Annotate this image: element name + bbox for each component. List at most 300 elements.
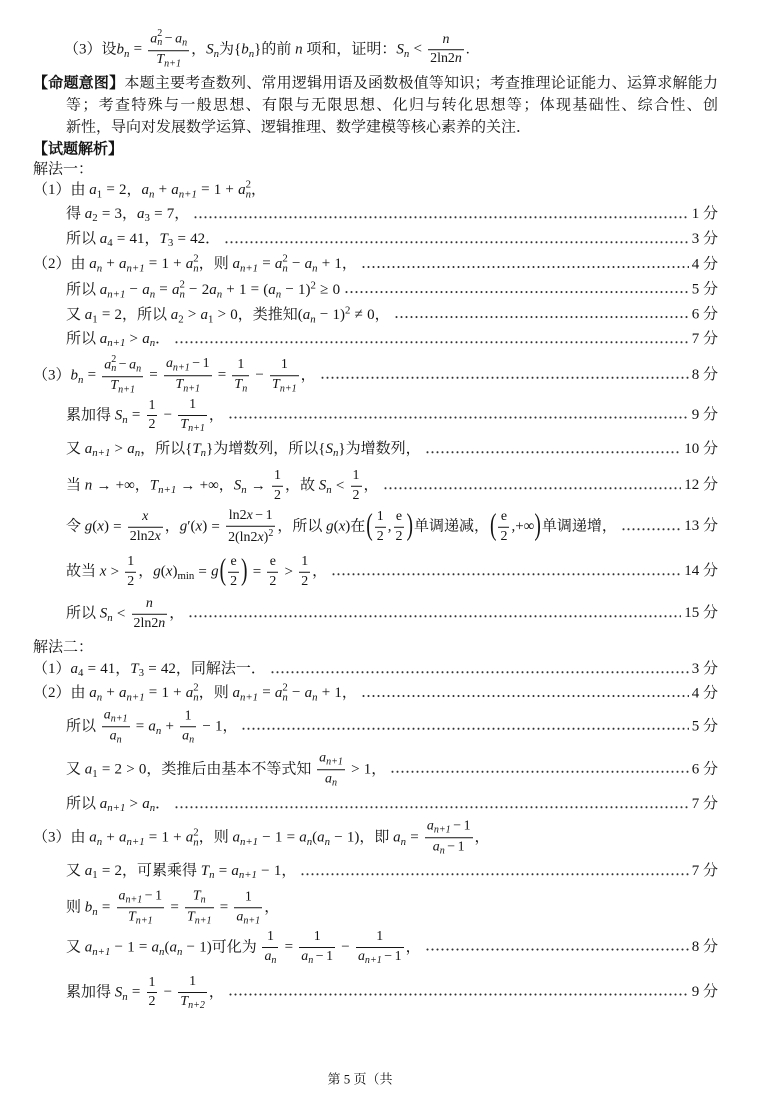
parenthesized-group [490, 509, 541, 545]
solution-line [66, 205, 718, 225]
subscript: n [200, 447, 207, 460]
fraction-numerator [164, 356, 212, 376]
superscript: 2 [193, 252, 199, 265]
subscript: n+1 [126, 262, 145, 275]
fraction-numerator [226, 508, 275, 527]
solution-line [33, 160, 93, 180]
dot-leader [361, 265, 689, 268]
math-variable: a [357, 948, 365, 964]
subscript: n+1 [239, 835, 259, 848]
text-run: 1 [266, 929, 274, 945]
math-variable: a [89, 829, 97, 846]
left-parenthesis: ( [219, 555, 227, 588]
math-variable: a [141, 181, 150, 198]
solution-line [66, 468, 718, 504]
fraction [262, 929, 278, 967]
subscript: 4 [78, 667, 84, 680]
text-run: ， [169, 605, 185, 622]
math-variable: a [301, 948, 309, 964]
text-run: 41， [129, 230, 160, 247]
line-content [66, 96, 718, 116]
math-variable: a [393, 829, 401, 846]
text-run: 累加得 [66, 984, 115, 1001]
math-operator: + [158, 181, 168, 198]
dot-leader [390, 771, 688, 774]
subscript: n [400, 835, 407, 848]
math-variable: a [142, 330, 150, 347]
math-operator: = [170, 899, 179, 916]
solution-line [66, 397, 718, 435]
math-operator: < [116, 605, 126, 622]
math-variable: a [165, 356, 173, 372]
math-operator: = [154, 205, 163, 222]
text-run: 单调递减， [413, 518, 489, 535]
math-operator: = [148, 255, 158, 272]
text-run: }为增数列，所以{ [206, 440, 326, 457]
math-operator: − [164, 31, 173, 47]
solution-line [33, 818, 490, 858]
math-variable: T [149, 477, 159, 494]
solution-line [66, 750, 718, 790]
fraction [375, 509, 386, 545]
text-run: ( [160, 563, 166, 580]
math-operator: > [129, 330, 139, 347]
line-content [33, 178, 266, 202]
parenthesized-group [366, 509, 413, 545]
math-operator: + [106, 829, 115, 846]
text-run: 1 [352, 467, 360, 483]
fraction-denominator [117, 909, 165, 928]
fraction [226, 508, 275, 546]
text-run: }的前 [254, 41, 296, 58]
text-run: ． [155, 795, 171, 812]
text-run: 2 [114, 761, 123, 778]
math-operator: + [226, 281, 235, 298]
sub-superscript [157, 29, 162, 47]
text-run: 1 [184, 708, 192, 724]
fraction [356, 929, 404, 967]
math-variable: a [268, 281, 276, 298]
dot-leader [228, 416, 689, 419]
math-operator: = [250, 281, 260, 298]
text-run: 1 [274, 829, 283, 846]
text-run: 1 [301, 553, 309, 569]
text-run: （1） [33, 660, 71, 677]
fraction [102, 707, 130, 747]
text-run: ， [250, 181, 266, 198]
math-operator: → [96, 477, 112, 494]
math-variable: a [426, 818, 434, 834]
solution-line [33, 74, 718, 94]
subscript: n [282, 262, 288, 275]
fraction-numerator [117, 888, 165, 908]
fraction [228, 554, 239, 590]
text-run: 1 [155, 888, 163, 904]
text-run: 本题主要考查数列、常用逻辑用语及函数极值等知识；考查推理论证能力、运算求解能力 [124, 75, 718, 92]
math-operator: − [341, 939, 350, 956]
text-run: ， [208, 984, 224, 1001]
math-operator: − [163, 984, 173, 1001]
text-run: 3， [114, 205, 138, 222]
subscript: n [275, 288, 282, 301]
math-variable: a [317, 829, 325, 846]
math-operator: = [131, 407, 141, 424]
math-operator: = [138, 939, 148, 956]
math-operator: − [447, 839, 456, 855]
subscript: n [189, 733, 195, 745]
math-variable: a [70, 660, 79, 677]
text-run: 1， [334, 255, 357, 272]
fraction-denominator [267, 573, 278, 591]
math-variable: b [84, 899, 93, 916]
text-run: 0 [332, 281, 341, 298]
math-operator: + [106, 684, 115, 701]
fraction-denominator [125, 573, 136, 591]
text-run: ) [263, 529, 269, 545]
fraction-denominator [148, 52, 189, 71]
text-run: e [395, 508, 403, 524]
text-run: ， [164, 518, 180, 535]
fraction-numerator [185, 888, 214, 908]
math-variable: a [304, 255, 313, 272]
dot-leader [425, 948, 689, 951]
subscript: n+1 [326, 756, 343, 768]
score-points: 1 分 [691, 206, 718, 223]
solution-line [33, 140, 123, 160]
text-run: e [269, 553, 276, 569]
subscript: n [155, 724, 162, 737]
math-variable: a [238, 181, 246, 198]
text-run: ， [191, 41, 207, 58]
math-operator: + [106, 255, 115, 272]
subscript: n [149, 188, 155, 201]
fraction-numerator [102, 707, 130, 727]
math-variable: T [200, 862, 210, 879]
math-variable: a [142, 795, 150, 812]
text-run: （3）由 [33, 829, 90, 846]
subscript: n+1 [107, 802, 126, 815]
subscript: n [331, 777, 337, 789]
math-variable: a [84, 939, 93, 956]
math-operator: = [201, 181, 210, 198]
math-operator: > [217, 306, 227, 323]
solution-line [66, 508, 718, 546]
math-operator: − [255, 507, 264, 523]
dot-leader [270, 670, 689, 673]
superscript: 2 [345, 304, 351, 317]
score-points: 4 分 [691, 256, 718, 273]
solution-line [33, 252, 718, 276]
math-operator: = [87, 367, 97, 384]
math-operator: = [159, 281, 168, 298]
superscript: 2 [193, 681, 199, 694]
solution-line [66, 862, 718, 882]
solution-line [66, 304, 718, 327]
score-points: 9 分 [691, 984, 718, 1001]
math-operator: − [315, 948, 324, 964]
text-run: 1 [463, 818, 471, 834]
math-operator: = [262, 684, 271, 701]
math-variable: a [299, 829, 307, 846]
right-parenthesis: ) [241, 555, 248, 588]
subscript: n [149, 802, 156, 815]
subscript: n [324, 835, 331, 848]
text-run: ，则 [198, 829, 233, 846]
text-run: ( [92, 518, 98, 535]
parenthesis-content [226, 554, 241, 590]
fraction-denominator [270, 376, 299, 395]
solution-line [66, 330, 718, 350]
fraction-numerator [178, 397, 207, 416]
subscript: n [124, 47, 130, 60]
math-variable: a [103, 707, 111, 723]
dot-leader [241, 728, 688, 731]
right-parenthesis: ) [534, 510, 541, 543]
math-operator: = [218, 862, 228, 879]
text-run: （3）设 [64, 41, 117, 58]
fraction [351, 468, 362, 504]
subscript: n+1 [279, 382, 297, 394]
fraction-numerator [132, 596, 168, 615]
math-operator: − [202, 718, 211, 735]
subscript: n [92, 905, 98, 918]
score-points: 4 分 [691, 685, 718, 702]
fraction [498, 509, 509, 545]
math-operator: ≠ [354, 306, 363, 323]
subscript: n+1 [239, 262, 259, 275]
score-points: 8 分 [691, 939, 718, 956]
subscript: 1 [92, 767, 98, 780]
fraction [267, 554, 278, 590]
fraction [185, 888, 214, 928]
fraction-numerator [178, 974, 207, 993]
solution-line [66, 929, 718, 967]
subscript: n+1 [125, 894, 143, 906]
math-operator: < [335, 477, 345, 494]
math-variable: g [153, 563, 161, 580]
text-run: ) [202, 518, 208, 535]
text-run: 2， [119, 181, 142, 198]
fraction-numerator [299, 929, 335, 948]
math-operator: = [101, 761, 111, 778]
math-variable: a [231, 862, 239, 879]
subscript: n+1 [178, 188, 197, 201]
solution-line [66, 96, 718, 116]
text-run: 2 [376, 528, 384, 544]
subscript: n [308, 954, 314, 966]
math-operator: > [126, 761, 135, 778]
subscript: n+1 [118, 384, 135, 396]
math-variable: a [89, 181, 97, 198]
math-variable: x [154, 528, 161, 544]
text-run: )在 [345, 518, 366, 535]
math-variable: a [84, 205, 93, 222]
math-variable: a [185, 684, 194, 701]
math-variable: a [127, 440, 135, 457]
math-variable: T [156, 52, 165, 68]
math-variable: a [84, 862, 93, 879]
fraction-numerator [148, 29, 189, 51]
math-variable: b [70, 367, 79, 384]
subscript: n+1 [239, 691, 259, 704]
sub-superscript [111, 355, 116, 373]
solution-line [33, 681, 718, 705]
text-run: ， [474, 829, 490, 846]
fraction [234, 889, 262, 927]
math-operator: = [106, 181, 115, 198]
math-variable: a [129, 357, 137, 373]
line-content [66, 862, 296, 882]
fraction-numerator [272, 468, 283, 487]
math-operator: = [211, 518, 220, 535]
text-run: 1 [265, 507, 273, 523]
line-content [66, 929, 421, 967]
solution-line [66, 230, 718, 250]
math-operator: > [114, 440, 124, 457]
fraction-denominator [128, 527, 163, 545]
text-run: ( [164, 939, 170, 956]
subscript: n+1 [243, 914, 261, 926]
math-variable: a [119, 255, 127, 272]
math-operator: → [180, 477, 196, 494]
fraction [102, 355, 143, 397]
line-content [33, 660, 266, 680]
fraction-denominator [164, 377, 212, 396]
math-variable: a [137, 205, 145, 222]
text-run: 1 [237, 357, 245, 373]
dot-leader [331, 573, 681, 576]
text-run: 1 [148, 974, 156, 990]
math-operator: = [116, 230, 126, 247]
fraction-denominator [375, 527, 386, 545]
subscript: n [96, 835, 103, 848]
solution-line [66, 118, 531, 138]
subscript: n [213, 47, 220, 60]
math-variable: n [442, 31, 450, 47]
fraction [299, 929, 335, 967]
subscript: 3 [144, 212, 150, 225]
math-operator: + [225, 181, 234, 198]
text-run: 项和，证明： [302, 41, 397, 58]
text-run: 2 [269, 573, 277, 589]
math-variable: n [295, 41, 303, 58]
score-points: 12 分 [684, 477, 718, 494]
superscript: 2 [157, 28, 163, 40]
math-variable: a [319, 750, 327, 766]
math-variable: a [185, 255, 194, 272]
line-content [33, 681, 357, 705]
math-variable: a [170, 306, 179, 323]
text-run: 新性，导向对发展数学运算、逻辑推理、数学建模等核心素养的关注． [66, 119, 532, 136]
fraction-numerator [351, 468, 362, 487]
math-variable: a [302, 306, 311, 323]
math-operator: > [351, 761, 360, 778]
text-run: 1， [273, 862, 297, 879]
subscript: n+1 [126, 835, 145, 848]
text-run: 2ln2 [133, 615, 159, 631]
line-content [66, 440, 421, 460]
math-variable: a [200, 306, 209, 323]
math-variable: a [232, 684, 240, 701]
superscript: 2 [282, 681, 288, 694]
text-run: 1 [326, 948, 334, 964]
subscript: n [193, 835, 199, 848]
math-variable: a [104, 357, 112, 373]
text-run: ． [155, 330, 171, 347]
subscript: n [134, 447, 141, 460]
text-run: 2，可累乘得 [114, 862, 201, 879]
math-variable: a [119, 829, 127, 846]
dot-leader [361, 694, 689, 697]
text-run: 为{ [219, 41, 242, 58]
fraction [128, 509, 163, 545]
fraction-numerator [147, 398, 158, 417]
text-run: }为增数列， [338, 440, 421, 457]
line-content [66, 795, 170, 815]
score-points: 13 分 [684, 518, 718, 535]
text-run: 又 [66, 862, 85, 879]
solution-line [33, 355, 718, 397]
text-run: ， [405, 939, 421, 956]
subscript: n [176, 945, 183, 958]
math-operator: = [148, 829, 158, 846]
math-operator: = [198, 563, 207, 580]
text-run: ， [208, 407, 224, 424]
fraction-denominator [102, 728, 130, 747]
math-variable: a [169, 939, 177, 956]
fraction-numerator [375, 509, 386, 528]
subscript: n [122, 990, 128, 1003]
solution-line [66, 974, 718, 1012]
subscript: 1 [92, 869, 98, 882]
fraction [425, 818, 473, 858]
math-operator: − [334, 829, 343, 846]
score-points: 5 分 [691, 281, 718, 298]
subscript: n [282, 691, 288, 704]
score-points: 6 分 [691, 306, 718, 323]
subscript: n+1 [433, 824, 451, 836]
text-run: 解法一： [33, 161, 94, 178]
line-content [66, 230, 220, 250]
math-operator: − [255, 367, 264, 384]
math-operator: − [118, 357, 127, 373]
text-run: 2 [352, 487, 360, 503]
text-run: ，则 [198, 255, 233, 272]
text-run: 所以 [66, 605, 100, 622]
text-run: 等；考查特殊与一般思想、有限与无限思想、化归与转化思想等；体现基础性、综合性、创 [66, 97, 718, 114]
solution-line [66, 554, 718, 590]
math-operator: + [173, 829, 182, 846]
subscript: n [96, 262, 103, 275]
text-run: 1)可化为 [199, 939, 261, 956]
text-run: 42． [190, 230, 221, 247]
fraction-numerator [270, 357, 299, 376]
subscript: 3 [138, 667, 145, 680]
score-points: 3 分 [691, 231, 718, 248]
math-variable: T [180, 416, 189, 432]
math-variable: T [234, 376, 243, 392]
text-run: 1 [274, 467, 282, 483]
text-run: 累加得 [66, 407, 115, 424]
math-operator: − [285, 281, 294, 298]
text-run: e [500, 508, 508, 524]
line-content [66, 118, 531, 138]
solution-line [66, 707, 718, 747]
subscript: n [306, 835, 313, 848]
subscript: 2 [178, 313, 184, 326]
math-operator: = [135, 718, 145, 735]
fraction-numerator [228, 554, 239, 573]
